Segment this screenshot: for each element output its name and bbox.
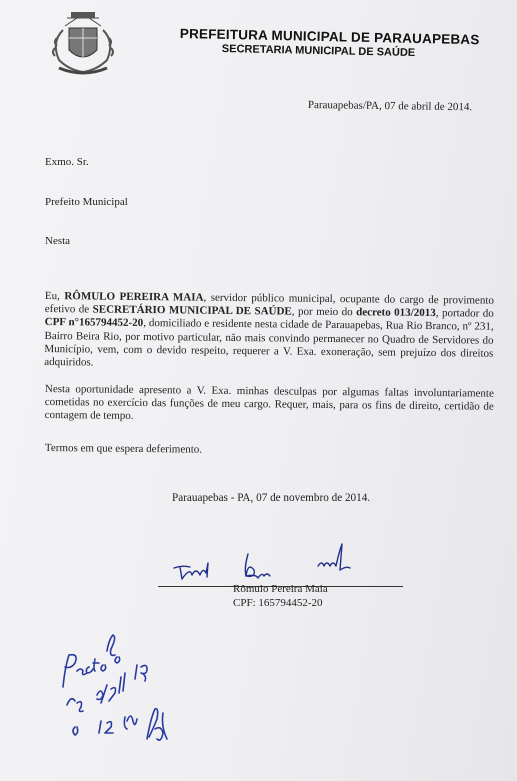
job-title: SECRETÁRIO MUNICIPAL DE SAÚDE [92, 303, 292, 318]
text-run: , domiciliado e residente nesta cidade de Parauapebas, Rua Rio Branco, nº 231, Bairro Beira Rio, por motivo particular, não mais convindo permanecer no Quadro de Servidores do Município, vem, com o devido respeito, requerer a V. Exa. exoneração, sem prejuízo dos direitos adquiridos. [44, 317, 494, 369]
text-run: , servidor público municipal, ocupante do cargo de provimento efetivo de [44, 291, 494, 316]
addressee-location: Nesta [45, 235, 71, 247]
decree-number: decreto 013/2013 [356, 306, 436, 320]
text-run: Eu, [44, 290, 65, 303]
signer-name: Rômulo Pereira Maia [233, 583, 328, 595]
text-run: , por meio do [291, 305, 357, 319]
signer-cpf: CPF: 165794452-20 [233, 597, 323, 609]
addressee-salutation: Exmo. Sr. [45, 156, 89, 168]
handwritten-protocol-note [55, 625, 190, 760]
addressee-title: Prefeito Municipal [45, 196, 128, 208]
body-paragraph-apology: Nesta oportunidade apresento a V. Exa. minhas desculpas por algumas faltas involuntariamente cometidas no exercício das funções de meu cargo. Requer, mais, para os fins de direito, certidão de contagem de tempo. [44, 383, 494, 423]
coat-of-arms-icon [45, 8, 121, 80]
applicant-name: RÔMULO PEREIRA MAIA [64, 290, 204, 304]
body-paragraph-request [44, 290, 494, 374]
signature-date: Parauapebas - PA, 07 de novembro de 2014. [172, 492, 371, 504]
letter-date: Parauapebas/PA, 07 de abril de 2014. [307, 99, 473, 114]
body-paragraph-closing: Termos em que espera deferimento. [44, 442, 203, 456]
cpf-number: CPF n°165794452-20 [44, 316, 144, 330]
header-title: PREFEITURA MUNICIPAL DE PARAUAPEBAS [179, 26, 480, 48]
header-subtitle: SECRETARIA MUNICIPAL DE SAÚDE [221, 43, 416, 60]
text-run: , portador do [435, 307, 494, 320]
